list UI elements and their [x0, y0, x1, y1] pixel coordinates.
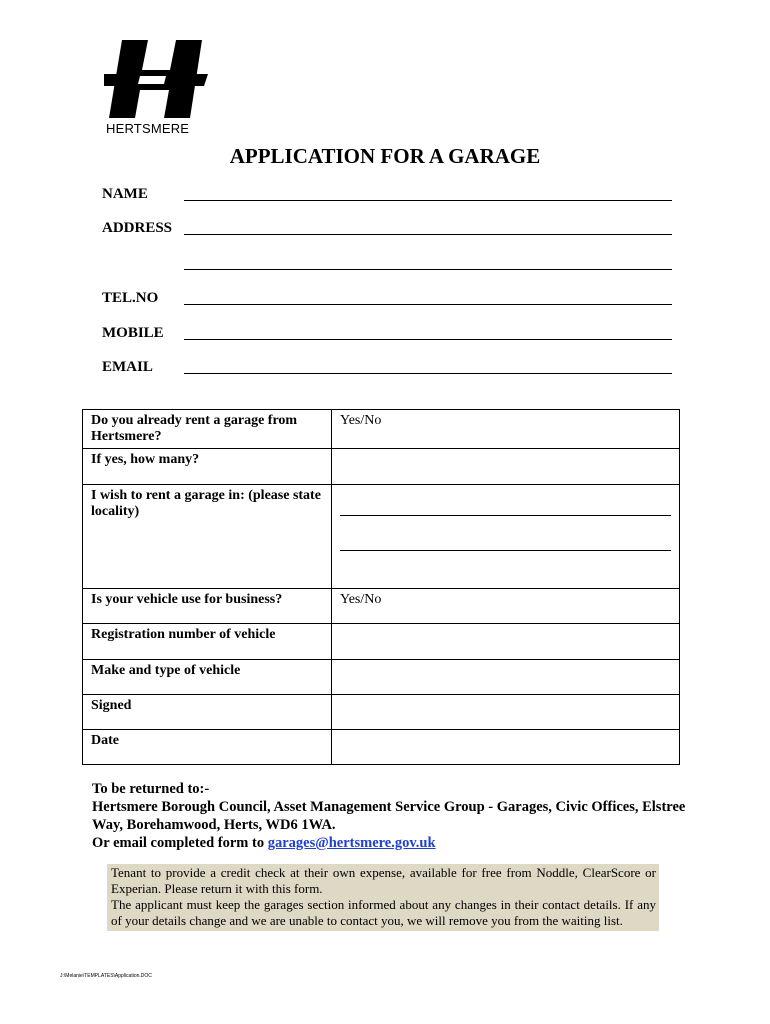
- locality-line-2[interactable]: [340, 550, 671, 551]
- hertsmere-h-icon: [104, 40, 214, 122]
- question-cell: Do you already rent a garage from Hertsmere?: [83, 410, 332, 449]
- table-row: [83, 410, 680, 449]
- question-cell: If yes, how many?: [83, 449, 332, 485]
- email-label: EMAIL: [102, 359, 153, 375]
- note-paragraph-1: Tenant to provide a credit check at their own expense, available for free from Noddle, ClearScore or Experian. Please return it with this form.: [111, 865, 656, 896]
- table-row: [83, 624, 680, 660]
- file-path-footer: J:\Melanie\TEMPLATES\Application.DOC: [60, 973, 152, 979]
- email-link[interactable]: garages@hertsmere.gov.uk: [267, 835, 436, 851]
- date-answer[interactable]: [332, 730, 680, 765]
- table-row: [83, 660, 680, 695]
- table-row: [83, 485, 680, 589]
- hertsmere-logo: [104, 40, 214, 136]
- locality-answer[interactable]: [332, 485, 680, 589]
- table-row: [83, 730, 680, 765]
- note-paragraph-2: The applicant must keep the garages section informed about any changes in their contact details. If any of your details change and we are unable to contact you, we will remove you from the waiting list.: [111, 897, 656, 928]
- page-title: APPLICATION FOR A GARAGE: [229, 144, 541, 168]
- telno-field[interactable]: [184, 304, 672, 305]
- question-cell: Signed: [83, 695, 332, 730]
- return-email-line: [92, 834, 712, 852]
- registration-answer[interactable]: [332, 624, 680, 660]
- logo-wordmark: HERTSMERE: [106, 121, 190, 136]
- question-cell: Registration number of vehicle: [83, 624, 332, 660]
- table-row: [83, 695, 680, 730]
- return-heading: To be returned to:-: [92, 781, 210, 797]
- application-table: [82, 409, 680, 765]
- mobile-field[interactable]: [184, 339, 672, 340]
- signed-answer[interactable]: [332, 695, 680, 730]
- question-cell: Make and type of vehicle: [83, 660, 332, 695]
- business-use-answer[interactable]: Yes/No: [332, 589, 680, 624]
- name-label: NAME: [102, 186, 148, 202]
- name-field[interactable]: [184, 200, 672, 201]
- return-address: Hertsmere Borough Council, Asset Management Service Group - Garages, Civic Offices, Elstree Way, Borehamwood, Herts, WD6 1WA.: [92, 799, 686, 833]
- return-info: [92, 780, 712, 852]
- table-row: [83, 449, 680, 485]
- question-cell: Date: [83, 730, 332, 765]
- make-type-answer[interactable]: [332, 660, 680, 695]
- credit-check-note: [107, 864, 659, 931]
- email-field[interactable]: [184, 373, 672, 374]
- question-cell: Is your vehicle use for business?: [83, 589, 332, 624]
- question-cell: I wish to rent a garage in: (please state locality): [83, 485, 332, 589]
- return-email-prefix: Or email completed form to: [92, 835, 268, 851]
- rent-garage-answer[interactable]: Yes/No: [332, 410, 680, 449]
- address-field-line-2[interactable]: [184, 269, 672, 270]
- mobile-label: MOBILE: [102, 325, 164, 341]
- how-many-answer[interactable]: [332, 449, 680, 485]
- address-field-line-1[interactable]: [184, 234, 672, 235]
- table-row: [83, 589, 680, 624]
- address-label: ADDRESS: [102, 220, 173, 236]
- telno-label: TEL.NO: [102, 290, 159, 306]
